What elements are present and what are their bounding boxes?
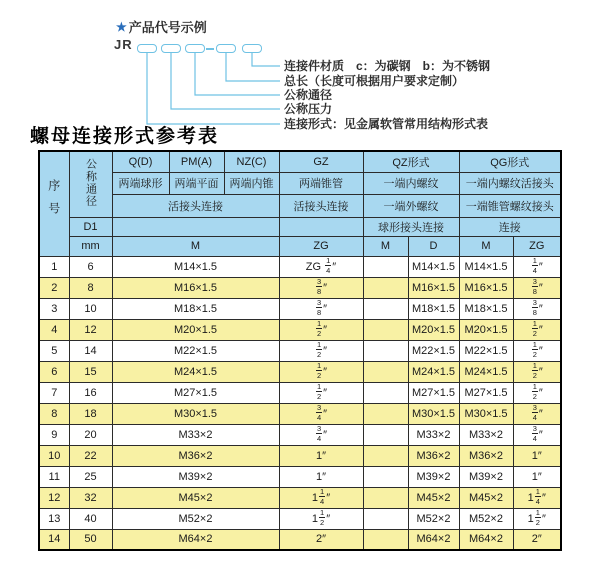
cell-qz-m <box>363 382 408 403</box>
nut-connection-table <box>38 150 562 551</box>
table-title: 螺母连接形式参考表 <box>30 125 220 147</box>
cell-dn: 32 <box>69 487 112 508</box>
cell-m: M33×2 <box>112 424 279 445</box>
cell-gz: 2″ <box>279 529 363 550</box>
diagram-title <box>116 17 207 36</box>
cell-qg-zg: 2″ <box>513 529 561 550</box>
header-qz-conn: 球形接头连接 <box>363 217 459 236</box>
header-qz-desc1: 一端内螺纹 <box>363 172 459 194</box>
cell-qz-d: M33×2 <box>408 424 459 445</box>
cell-gz: 1″ <box>279 466 363 487</box>
cell-qz-d: M16×1.5 <box>408 277 459 298</box>
cell-dn: 12 <box>69 319 112 340</box>
cell-qg-zg: $\frac{1}{2}$ ″ <box>513 361 561 382</box>
cell-m: M18×1.5 <box>112 298 279 319</box>
cell-m: M39×2 <box>112 466 279 487</box>
cell-qg-m: M20×1.5 <box>459 319 513 340</box>
cell-gz: ZG $\frac{1}{4}$ ″ <box>279 256 363 277</box>
code-box-3 <box>185 44 205 53</box>
header-blank-gz <box>279 217 363 236</box>
cell-qz-d: M36×2 <box>408 445 459 466</box>
cell-seq: 12 <box>39 487 69 508</box>
cell-qg-m: M39×2 <box>459 466 513 487</box>
table-row <box>39 382 561 403</box>
cell-qz-m <box>363 319 408 340</box>
cell-qz-d: M64×2 <box>408 529 459 550</box>
cell-gz: 1″ <box>279 445 363 466</box>
cell-gz: 1 $\frac{1}{2}$ ″ <box>279 508 363 529</box>
cell-qg-m: M24×1.5 <box>459 361 513 382</box>
cell-m: M52×2 <box>112 508 279 529</box>
cell-seq: 1 <box>39 256 69 277</box>
header-union-conn: 活接头连接 <box>112 194 279 217</box>
cell-seq: 4 <box>39 319 69 340</box>
cell-qz-m <box>363 298 408 319</box>
header-qz-desc2: 一端外螺纹 <box>363 194 459 217</box>
cell-qz-d: M14×1.5 <box>408 256 459 277</box>
cell-qz-d: M18×1.5 <box>408 298 459 319</box>
label-connection-form: 连接形式：见金属软管常用结构形式表 <box>284 117 489 131</box>
table-row <box>39 361 561 382</box>
cell-qg-zg: $\frac{1}{2}$ ″ <box>513 340 561 361</box>
cell-dn: 50 <box>69 529 112 550</box>
cell-seq: 7 <box>39 382 69 403</box>
cell-qg-zg: $\frac{3}{4}$ ″ <box>513 424 561 445</box>
cell-dn: 6 <box>69 256 112 277</box>
header-seq: 序号 <box>39 151 69 256</box>
cell-qg-m: M36×2 <box>459 445 513 466</box>
label-nominal-press: 公称压力 <box>284 102 333 116</box>
cell-qz-d: M20×1.5 <box>408 319 459 340</box>
cell-qz-d: M27×1.5 <box>408 382 459 403</box>
cell-dn: 22 <box>69 445 112 466</box>
cell-qz-d: M22×1.5 <box>408 340 459 361</box>
cell-qg-m: M22×1.5 <box>459 340 513 361</box>
cell-qz-m <box>363 340 408 361</box>
cell-dn: 20 <box>69 424 112 445</box>
cell-m: M14×1.5 <box>112 256 279 277</box>
header-pm-desc: 两端平面 <box>169 172 224 194</box>
label-material: 连接件材质 c：为碳钢 b：为不锈钢 <box>284 59 491 73</box>
header-qg-m: M <box>459 236 513 256</box>
header-q-desc: 两端球形 <box>112 172 169 194</box>
cell-qz-m <box>363 529 408 550</box>
label-total-length: 总长（长度可根据用户要求定制） <box>284 74 465 88</box>
cell-m: M36×2 <box>112 445 279 466</box>
cell-seq: 3 <box>39 298 69 319</box>
cell-gz: $\frac{1}{2}$ ″ <box>279 340 363 361</box>
table-row <box>39 319 561 340</box>
cell-m: M64×2 <box>112 529 279 550</box>
cell-m: M22×1.5 <box>112 340 279 361</box>
header-mm: mm <box>69 236 112 256</box>
cell-dn: 40 <box>69 508 112 529</box>
cell-qz-d: M24×1.5 <box>408 361 459 382</box>
code-prefix: JR <box>114 37 133 52</box>
cell-seq: 13 <box>39 508 69 529</box>
table-row <box>39 508 561 529</box>
header-gz-conn: 活接头连接 <box>279 194 363 217</box>
cell-qz-d: M52×2 <box>408 508 459 529</box>
cell-qg-zg: $\frac{3}{4}$ ″ <box>513 403 561 424</box>
cell-seq: 9 <box>39 424 69 445</box>
cell-m: M24×1.5 <box>112 361 279 382</box>
cell-seq: 2 <box>39 277 69 298</box>
cell-m: M20×1.5 <box>112 319 279 340</box>
cell-seq: 14 <box>39 529 69 550</box>
header-dn: 公称通径 <box>69 151 112 217</box>
cell-m: M45×2 <box>112 487 279 508</box>
cell-seq: 5 <box>39 340 69 361</box>
cell-gz: $\frac{3}{8}$ ″ <box>279 277 363 298</box>
cell-qg-zg: $\frac{3}{8}$ ″ <box>513 277 561 298</box>
cell-seq: 6 <box>39 361 69 382</box>
cell-dn: 14 <box>69 340 112 361</box>
header-m: M <box>112 236 279 256</box>
table-row <box>39 298 561 319</box>
cell-qz-m <box>363 256 408 277</box>
cell-qg-m: M14×1.5 <box>459 256 513 277</box>
header-qg-desc1: 一端内螺纹活接头 <box>459 172 561 194</box>
cell-qg-zg: $\frac{1}{2}$ ″ <box>513 382 561 403</box>
table-body <box>39 256 561 550</box>
cell-qg-zg: $\frac{3}{8}$ ″ <box>513 298 561 319</box>
cell-qz-m <box>363 424 408 445</box>
cell-qg-m: M33×2 <box>459 424 513 445</box>
code-box-1 <box>137 44 157 53</box>
code-box-2 <box>161 44 181 53</box>
header-zg: ZG <box>279 236 363 256</box>
table-row <box>39 466 561 487</box>
cell-dn: 15 <box>69 361 112 382</box>
header-qg-desc2: 一端锥管螺纹接头 <box>459 194 561 217</box>
table-row <box>39 424 561 445</box>
diagram-title-text: 产品代号示例 <box>128 20 207 35</box>
cell-m: M27×1.5 <box>112 382 279 403</box>
cell-dn: 10 <box>69 298 112 319</box>
cell-gz: $\frac{1}{2}$ ″ <box>279 319 363 340</box>
cell-dn: 8 <box>69 277 112 298</box>
table-row <box>39 529 561 550</box>
header-qz: QZ形式 <box>363 151 459 172</box>
cell-qg-zg: $\frac{1}{2}$ ″ <box>513 319 561 340</box>
cell-gz: $\frac{3}{4}$ ″ <box>279 424 363 445</box>
cell-qg-zg: 1″ <box>513 445 561 466</box>
cell-dn: 16 <box>69 382 112 403</box>
cell-qz-d: M30×1.5 <box>408 403 459 424</box>
header-nz: NZ(C) <box>224 151 279 172</box>
cell-dn: 25 <box>69 466 112 487</box>
code-box-5 <box>242 44 262 53</box>
table-row <box>39 487 561 508</box>
cell-qz-m <box>363 487 408 508</box>
cell-qg-m: M64×2 <box>459 529 513 550</box>
cell-m: M16×1.5 <box>112 277 279 298</box>
header-qz-d: D <box>408 236 459 256</box>
cell-qg-m: M27×1.5 <box>459 382 513 403</box>
header-qg-zg: ZG <box>513 236 561 256</box>
cell-seq: 11 <box>39 466 69 487</box>
header-qg-conn: 连接 <box>459 217 561 236</box>
cell-qg-zg: $\frac{1}{4}$ ″ <box>513 256 561 277</box>
cell-gz: $\frac{1}{2}$ ″ <box>279 382 363 403</box>
cell-qz-d: M39×2 <box>408 466 459 487</box>
header-nz-desc: 两端内锥 <box>224 172 279 194</box>
star-icon: ★ <box>116 19 127 34</box>
code-dash <box>206 48 214 50</box>
cell-dn: 18 <box>69 403 112 424</box>
cell-gz: $\frac{1}{2}$ ″ <box>279 361 363 382</box>
cell-m: M30×1.5 <box>112 403 279 424</box>
cell-qz-m <box>363 466 408 487</box>
header-q: Q(D) <box>112 151 169 172</box>
cell-gz: $\frac{3}{4}$ ″ <box>279 403 363 424</box>
cell-qg-m: M16×1.5 <box>459 277 513 298</box>
cell-seq: 10 <box>39 445 69 466</box>
cell-qg-m: M30×1.5 <box>459 403 513 424</box>
cell-qz-m <box>363 361 408 382</box>
cell-qg-m: M52×2 <box>459 508 513 529</box>
cell-gz: 1 $\frac{1}{4}$ ″ <box>279 487 363 508</box>
cell-qz-m <box>363 403 408 424</box>
cell-qg-m: M18×1.5 <box>459 298 513 319</box>
label-nominal-dia: 公称通径 <box>284 88 333 102</box>
cell-qz-d: M45×2 <box>408 487 459 508</box>
header-qz-m: M <box>363 236 408 256</box>
cell-gz: $\frac{3}{8}$ ″ <box>279 298 363 319</box>
cell-qz-m <box>363 508 408 529</box>
header-gz: GZ <box>279 151 363 172</box>
table-row <box>39 256 561 277</box>
code-box-4 <box>216 44 236 53</box>
cell-qg-zg: 1 $\frac{1}{2}$ ″ <box>513 508 561 529</box>
header-pm: PM(A) <box>169 151 224 172</box>
cell-qg-m: M45×2 <box>459 487 513 508</box>
cell-qz-m <box>363 445 408 466</box>
cell-seq: 8 <box>39 403 69 424</box>
cell-qg-zg: 1 $\frac{1}{4}$ ″ <box>513 487 561 508</box>
header-gz-desc: 两端锥管 <box>279 172 363 194</box>
cell-qg-zg: 1″ <box>513 466 561 487</box>
table-row <box>39 277 561 298</box>
header-d1: D1 <box>69 217 112 236</box>
header-blank-left <box>112 217 279 236</box>
cell-qz-m <box>363 277 408 298</box>
header-qg: QG形式 <box>459 151 561 172</box>
table-row <box>39 340 561 361</box>
table-row <box>39 445 561 466</box>
table-row <box>39 403 561 424</box>
